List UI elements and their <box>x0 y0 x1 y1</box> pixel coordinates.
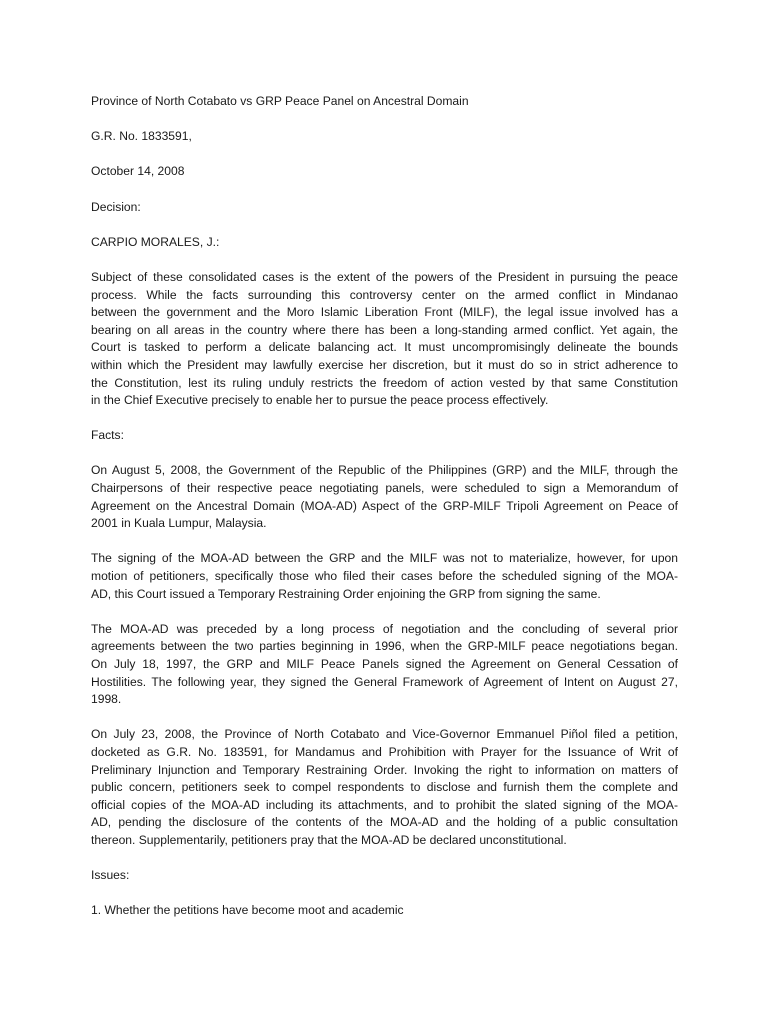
intro-line: process. While the facts surrounding this controversy center on the armed conflict in Mindanao <box>91 287 678 302</box>
intro-line: Court is tasked to perform a delicate balancing act. It must uncompromisingly delineate the bounds <box>91 340 678 355</box>
decision-date: October 14, 2008 <box>91 164 185 179</box>
intro-line: Subject of these consolidated cases is the extent of the powers of the President in pursuing the peace <box>91 269 678 284</box>
intro-line: the Constitution, lest its ruling unduly restricts the freedom of action vested by that same Constitution <box>91 375 678 390</box>
facts-paragraph-4 <box>91 726 678 849</box>
facts-heading: Facts: <box>91 428 124 443</box>
intro-line: within which the President may lawfully exercise her discretion, but it must do so in strict adherence to <box>91 357 678 372</box>
facts-paragraph-2 <box>91 550 678 603</box>
decision-label: Decision: <box>91 199 141 214</box>
facts-line: AD, pending the disclosure of the contents of the MOA-AD and the holding of a public consultation <box>91 815 678 830</box>
intro-paragraph <box>91 269 678 410</box>
facts-line: Agreement on the Ancestral Domain (MOA-AD) Aspect of the GRP-MILF Tripoli Agreement on Peace of <box>91 498 678 513</box>
intro-line: in the Chief Executive precisely to enable her to pursue the peace process effectively. <box>91 393 549 408</box>
document-title: Province of North Cotabato vs GRP Peace Panel on Ancestral Domain <box>91 94 469 108</box>
issue-item: 1. Whether the petitions have become moot and academic <box>91 903 404 918</box>
facts-line: On August 5, 2008, the Government of the Republic of the Philippines (GRP) and the MILF, through the <box>91 463 678 478</box>
facts-line: thereon. Supplementarily, petitioners pray that the MOA-AD be declared unconstitutional. <box>91 832 567 847</box>
issues-heading: Issues: <box>91 868 130 883</box>
facts-line: motion of petitioners, specifically those who filed their cases before the scheduled signing of the MOA- <box>91 569 678 584</box>
intro-line: between the government and the Moro Islamic Liberation Front (MILF), the legal issue involved has a <box>91 305 678 320</box>
facts-line: The signing of the MOA-AD between the GRP and the MILF was not to materialize, however, for upon <box>91 551 678 566</box>
document-page <box>91 93 678 938</box>
intro-line: bearing on all areas in the country where there has been a long-standing armed conflict. Yet again, the <box>91 322 678 337</box>
facts-line: public concern, petitioners seek to compel respondents to disclose and furnish them the complete and <box>91 780 678 795</box>
facts-line: On July 18, 1997, the GRP and MILF Peace Panels signed the Agreement on General Cessation of <box>91 657 678 671</box>
ponente: CARPIO MORALES, J.: <box>91 234 220 249</box>
facts-line: AD, this Court issued a Temporary Restraining Order enjoining the GRP from signing the same. <box>91 586 601 601</box>
facts-paragraph-3 <box>91 621 678 709</box>
facts-line: The MOA-AD was preceded by a long process of negotiation and the concluding of several prior <box>91 621 678 636</box>
facts-paragraph-1 <box>91 462 678 532</box>
facts-line: Preliminary Injunction and Temporary Restraining Order. Invoking the right to information on matters of <box>91 762 678 777</box>
facts-line: Chairpersons of their respective peace negotiating panels, were scheduled to sign a Memorandum of <box>91 481 678 496</box>
facts-line: official copies of the MOA-AD including its attachments, and to prohibit the slated signing of the MOA- <box>91 797 678 812</box>
facts-line: docketed as G.R. No. 183591, for Mandamus and Prohibition with Prayer for the Issuance of Writ of <box>91 744 678 759</box>
gr-number: G.R. No. 1833591, <box>91 129 192 144</box>
facts-line: 1998. <box>91 692 122 707</box>
facts-line: 2001 in Kuala Lumpur, Malaysia. <box>91 516 267 531</box>
facts-line: agreements between the two parties beginning in 1996, when the GRP-MILF peace negotiations began. <box>91 639 678 654</box>
facts-line: Hostilities. The following year, they signed the General Framework of Agreement of Intent on August 27, <box>91 674 678 689</box>
facts-line: On July 23, 2008, the Province of North Cotabato and Vice-Governor Emmanuel Piñol filed a petition, <box>91 727 678 742</box>
